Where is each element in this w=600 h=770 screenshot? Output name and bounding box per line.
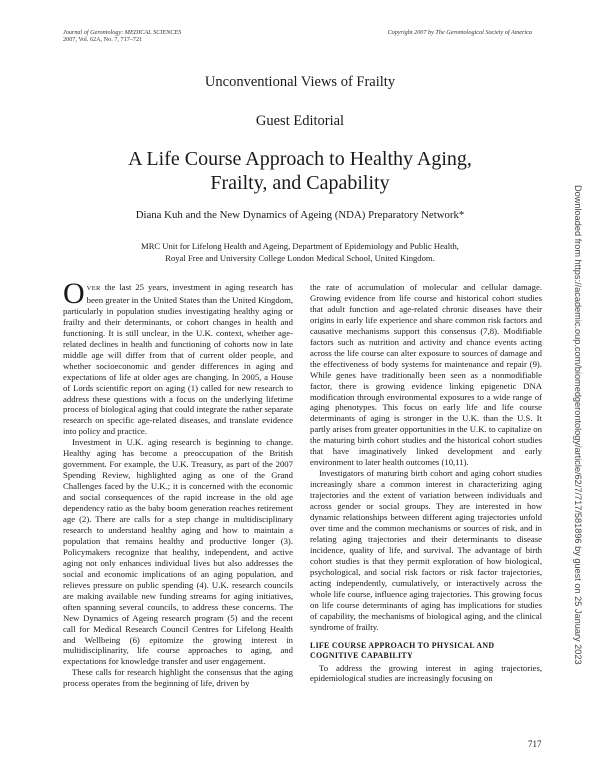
journal-name: Journal of Gerontology: MEDICAL SCIENCES [63, 29, 182, 36]
drop-cap: O [63, 277, 85, 310]
paragraph-3: These calls for research highlight the consensus that the aging process operates from the beginning of life, driven by [63, 667, 293, 689]
title-line-1: A Life Course Approach to Healthy Aging, [128, 148, 472, 170]
section-subheading [310, 641, 542, 661]
affiliation-line-1: MRC Unit for Lifelong Health and Ageing, Department of Epidemiology and Public Health, [141, 241, 459, 251]
page-number: 717 [528, 739, 542, 749]
subheading-line-2: COGNITIVE CAPABILITY [310, 650, 413, 660]
paragraph-5: To address the growing interest in aging trajectories, epidemiological studies are increasingly focusing on [310, 662, 542, 684]
body-column-right [310, 282, 542, 684]
body-column-left [63, 277, 293, 689]
journal-header [63, 29, 181, 44]
paragraph-4: Investigators of maturing birth cohort and aging cohort studies increasingly share a common interest in characterizing aging trajectories and the extent of variation between individuals and across gender or social groups. They are interested in how dynamic relationships between different aging trajectories unfold over time and the common mechanisms or sources of risk, and in relating aging trajectories and their determinants to disease incidence, quality of life, and survival. The advantage of birth cohort studies is that they permit exploration of how biological, psychological, and social risk factors or risk factor trajectories, acting independently, cumulatively, or interactively across the whole life course, influence aging trajectories. This growing focus on life course determinants of aging has implications for studies of capability, the mechanisms of biological aging, and the clinical syndrome of frailty. [310, 468, 542, 632]
paragraph-2: Investment in U.K. aging research is beginning to change. Healthy aging has become a preoccupation of the British government. For example, the U.K. Treasury, as part of the 2007 Spending Review, highlighted aging as one of the Grand Challenges faced by the U.K.; it is concerned with the economic and social consequences of the rapid increase in the old age dependency ratio as the baby boom generation reaches retirement age (2). There are calls for a step change in multidisciplinary research to understand healthy aging and how to maintain a population that remains healthy and productive longer (3). Policymakers recognize that healthy, independent, and active aging not only enhances individual lives but also addresses the social and economic implications of an aging population, and relieves pressure on public spending (4). U.K. research councils are making available new funding streams for aging initiatives, often spanning several councils, to address these concerns. The New Dynamics of Ageing research program (5) and the recent call for Medical Research Council Centres for Lifelong Health and Wellbeing (6) epitomize the growing interest in multidisciplinarity, life course approaches to aging, and expectations for knowledge transfer and user engagement. [63, 437, 293, 667]
opening-small-caps: VER [86, 285, 101, 292]
copyright-notice: Copyright 2007 by The Gerontological Society of America [387, 29, 532, 36]
paragraph-3-continued: the rate of accumulation of molecular and cellular damage. Growing evidence from life course and historical cohort studies that adult function and age-related chronic diseases have their origins in early life experience and share common risk factors and causative mechanisms support this consensus (7,8). Modifiable factors such as nutrition and activity and chance events acting across the life course can alter exposure to sources of damage and the effectiveness of body systems for maintenance and repair (9). While genes have traditionally been seen as a nonmodifiable factor, there is growing evidence linking epigenetic DNA modification through environmental exposures to a wide range of aging phenotypes. This focus on early life and life course determinants of aging is stronger in the U.K. than the U.S. It partly arises from greater opportunities in the U.K. to capitalize on the maturing birth cohort studies and the historical cohort studies that have imaginatively linked development and early environment to later health outcomes (10,11). [310, 282, 542, 468]
paragraph-1 [63, 277, 293, 437]
title-line-2: Frailty, and Capability [210, 172, 390, 194]
article-title [0, 147, 600, 195]
affiliation-line-2: Royal Free and University College London Medical School, United Kingdom. [165, 253, 435, 263]
authors: Diana Kuh and the New Dynamics of Ageing (NDA) Preparatory Network* [135, 209, 465, 221]
paragraph-1-text: the last 25 years, investment in aging research has been greater in the United States than the United Kingdom, particularly in population studies investigating healthy aging or frailty and their determinants, or cohort changes in health and functioning. It is still unclear, in the U.K. context, whether age-related declines in health and functioning of cohorts now in late middle age will differ from that of current older people, and whether socioeconomic and gender differences in aging and expectations of life at older ages are changing. In 2005, a House of Lords scientific report on aging (1) called for new research to address these questions with a focus on the underlying lifetime process of biological aging that could integrate the rather separate research on specific age-related diseases, and translate evidence into policy and practice. [63, 282, 293, 437]
download-watermark: Downloaded from https://academic.oup.com/biomedgerontology/article/62/7/717/581896 by guest on 25 January 2023 [573, 185, 583, 665]
editorial-label: Guest Editorial [255, 113, 345, 129]
subheading-line-1: LIFE COURSE APPROACH TO PHYSICAL AND [310, 640, 495, 650]
journal-volume: 2007, Vol. 62A, No. 7, 717–721 [63, 36, 143, 44]
affiliation [0, 240, 600, 264]
section-title: Unconventional Views of Frailty [204, 74, 396, 90]
